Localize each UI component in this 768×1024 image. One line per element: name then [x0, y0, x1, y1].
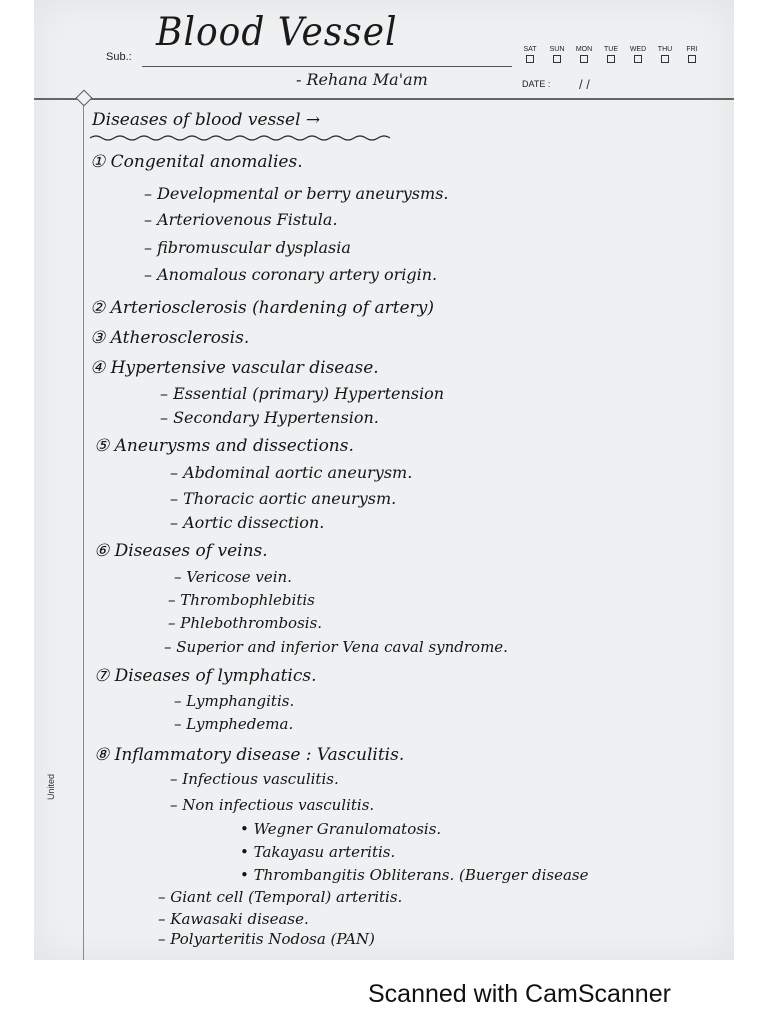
- note-line: ⑥ Diseases of veins.: [94, 541, 268, 561]
- scanner-watermark: Scanned with CamScanner: [368, 980, 671, 1008]
- note-line: • Takayasu arteritis.: [240, 843, 396, 861]
- note-line: – Essential (primary) Hypertension: [160, 384, 445, 403]
- note-line: – Secondary Hypertension.: [160, 408, 379, 427]
- note-line: ⑤ Aneurysms and dissections.: [94, 436, 354, 456]
- note-line: ① Congenital anomalies.: [90, 152, 303, 172]
- note-line: – fibromuscular dysplasia: [144, 238, 351, 257]
- note-line: – Abdominal aortic aneurysm.: [170, 463, 413, 482]
- note-line: – Infectious vasculitis.: [170, 770, 339, 788]
- note-line: • Thrombangitis Obliterans. (Buerger disease: [240, 866, 589, 884]
- date-label: DATE :: [522, 79, 551, 89]
- teacher-name: - Rehana Ma'am: [296, 70, 428, 89]
- note-line: – Superior and inferior Vena caval syndrome.: [164, 638, 508, 656]
- note-line: – Aortic dissection.: [170, 513, 325, 532]
- note-line: ② Arteriosclerosis (hardening of artery): [90, 298, 434, 318]
- note-line: ③ Atherosclerosis.: [90, 328, 250, 348]
- squiggle-underline-icon: [90, 134, 390, 142]
- note-line: – Phlebothrombosis.: [168, 614, 323, 632]
- note-line: – Kawasaki disease.: [158, 910, 309, 928]
- note-line: ④ Hypertensive vascular disease.: [90, 358, 379, 378]
- note-line: – Polyarteritis Nodosa (PAN): [158, 930, 375, 948]
- binder-brand: United: [46, 773, 56, 800]
- note-line: – Vericose vein.: [174, 568, 292, 586]
- note-line: – Non infectious vasculitis.: [170, 796, 375, 814]
- note-line: – Arteriovenous Fistula.: [144, 210, 338, 229]
- note-line: – Lymphedema.: [174, 715, 294, 733]
- day-thu: THU: [655, 46, 675, 63]
- note-line: – Thoracic aortic aneurysm.: [170, 489, 397, 508]
- note-line: – Thrombophlebitis: [168, 591, 315, 609]
- note-line: – Giant cell (Temporal) arteritis.: [158, 888, 403, 906]
- day-wed: WED: [628, 46, 648, 63]
- notebook-page: [34, 0, 734, 960]
- day-sun: SUN: [547, 46, 567, 63]
- page-title: Blood Vessel: [156, 9, 398, 56]
- note-line: – Developmental or berry aneurysms.: [144, 184, 449, 203]
- note-line: – Anomalous coronary artery origin.: [144, 265, 438, 284]
- date-slashes: / /: [579, 77, 590, 92]
- notes-heading: Diseases of blood vessel →: [92, 110, 321, 130]
- note-line: – Lymphangitis.: [174, 692, 295, 710]
- subject-label: Sub.:: [106, 51, 132, 63]
- note-line: ⑦ Diseases of lymphatics.: [94, 666, 317, 686]
- day-fri: FRI: [682, 46, 702, 63]
- day-sat: SAT: [520, 46, 540, 63]
- note-line: ⑧ Inflammatory disease : Vasculitis.: [94, 745, 405, 765]
- note-line: • Wegner Granulomatosis.: [240, 820, 442, 838]
- day-tue: TUE: [601, 46, 621, 63]
- handwritten-notes: [34, 0, 734, 960]
- day-mon: MON: [574, 46, 594, 63]
